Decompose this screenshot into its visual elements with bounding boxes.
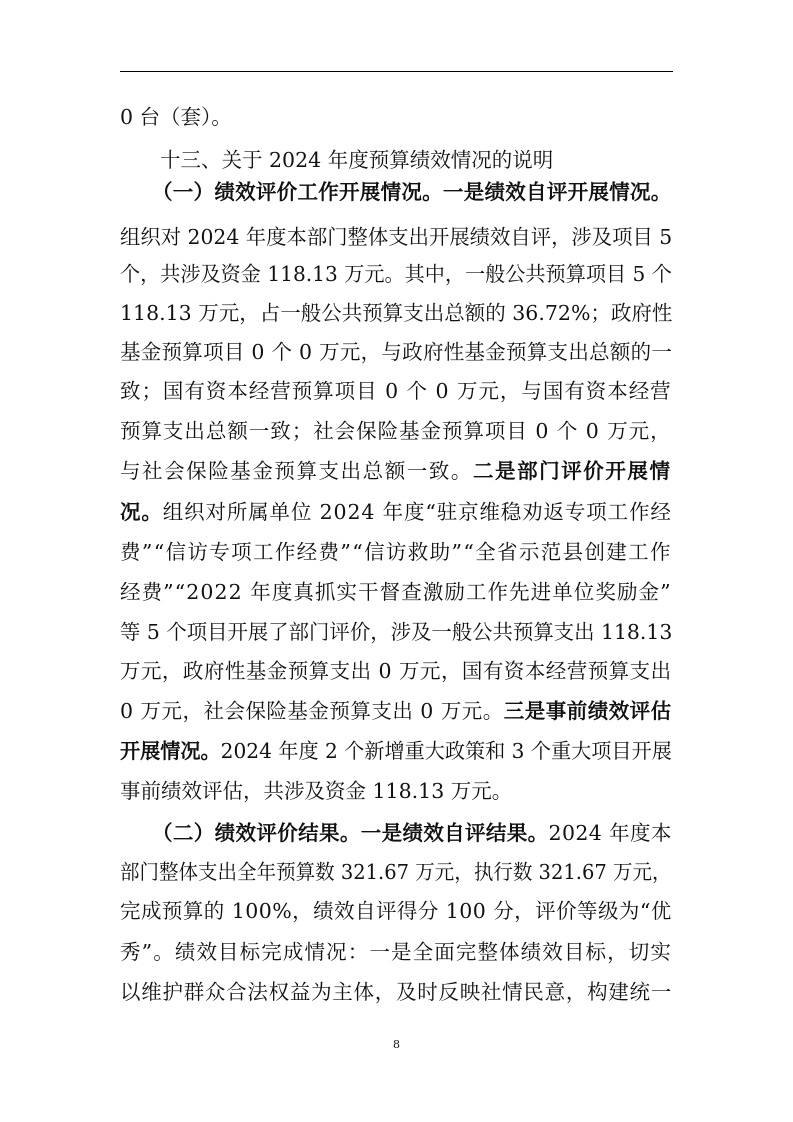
text-span: 完成预算的 100%，绩效自评得分 100 分，评价等级为“优 [120,899,672,923]
text-line [120,537,672,567]
bold-text: （一）绩效评价工作开展情况。一是绩效自评开展情况。 [152,180,672,204]
text-span: 秀”。绩效目标完成情况：一是全面完整体绩效目标，切实 [120,940,672,964]
text-line [120,896,672,926]
text-span: 等 5 个项目开展了部门评价，涉及一般公共预算支出 118.13 [120,620,673,644]
text-span: 十三、关于 2024 年度预算绩效情况的说明 [160,148,554,172]
text-line [120,337,672,367]
text-line [120,222,672,252]
text-line [120,577,672,607]
text-line [120,497,672,527]
text-line [152,818,672,848]
text-line [120,416,672,446]
page-number: 8 [393,1038,400,1051]
text-span: 事前绩效评估，共涉及资金 118.13 万元。 [120,779,513,803]
header-rule [120,71,673,72]
text-line [120,937,672,967]
text-line [120,977,672,1007]
text-span: 万元，政府性基金预算支出 0 万元，国有资本经营预算支出 [120,659,672,683]
text-line [120,298,672,328]
text-line [120,259,672,289]
text-line [120,376,672,406]
text-span: 经费”“2022 年度真抓实干督查激励工作先进单位奖励金” [120,580,672,604]
bold-text: （二）绩效评价结果。一是绩效自评结果。 [152,821,549,845]
text-line [120,696,672,726]
text-span: 0 万元，社会保险基金预算支出 0 万元。 [120,699,504,723]
text-line [120,456,672,486]
text-line [152,177,672,207]
text-span: 致；国有资本经营预算项目 0 个 0 万元，与国有资本经营 [120,379,672,403]
text-span: 预算支出总额一致；社会保险基金预算项目 0 个 0 万元， [120,419,672,443]
text-line [120,102,232,132]
text-span: 118.13 万元，占一般公共预算支出总额的 36.72%；政府性 [120,301,673,325]
text-span: 组织对所属单位 2024 年度“驻京维稳劝返专项工作经 [162,500,672,524]
text-span: 与社会保险基金预算支出总额一致。 [120,459,473,483]
bold-text: 开展情况。 [120,739,221,763]
text-span: 部门整体支出全年预算数 321.67 万元，执行数 321.67 万元， [120,860,672,884]
text-span: 0 台（套）。 [120,105,232,129]
text-line [120,776,512,806]
bold-text: 况。 [120,500,163,524]
text-line [120,857,672,887]
text-span: 2024 年度本 [548,821,672,845]
text-line [120,656,672,686]
text-line [120,617,672,647]
text-line [160,145,553,175]
text-span: 个，共涉及资金 118.13 万元。其中，一般公共预算项目 5 个 [120,262,672,286]
text-span: 2024 年度 2 个新增重大政策和 3 个重大项目开展 [220,739,672,763]
bold-text: 二是部门评价开展情 [472,459,672,483]
text-line [120,736,672,766]
text-span: 组织对 2024 年度本部门整体支出开展绩效自评，涉及项目 5 [120,225,673,249]
text-span: 以维护群众合法权益为主体，及时反映社情民意，构建统一 [120,980,672,1004]
text-span: 费”“信访专项工作经费”“信访救助”“全省示范县创建工作 [120,540,672,564]
bold-text: 三是事前绩效评估 [503,699,672,723]
text-span: 基金预算项目 0 个 0 万元，与政府性基金预算支出总额的一 [120,340,673,364]
